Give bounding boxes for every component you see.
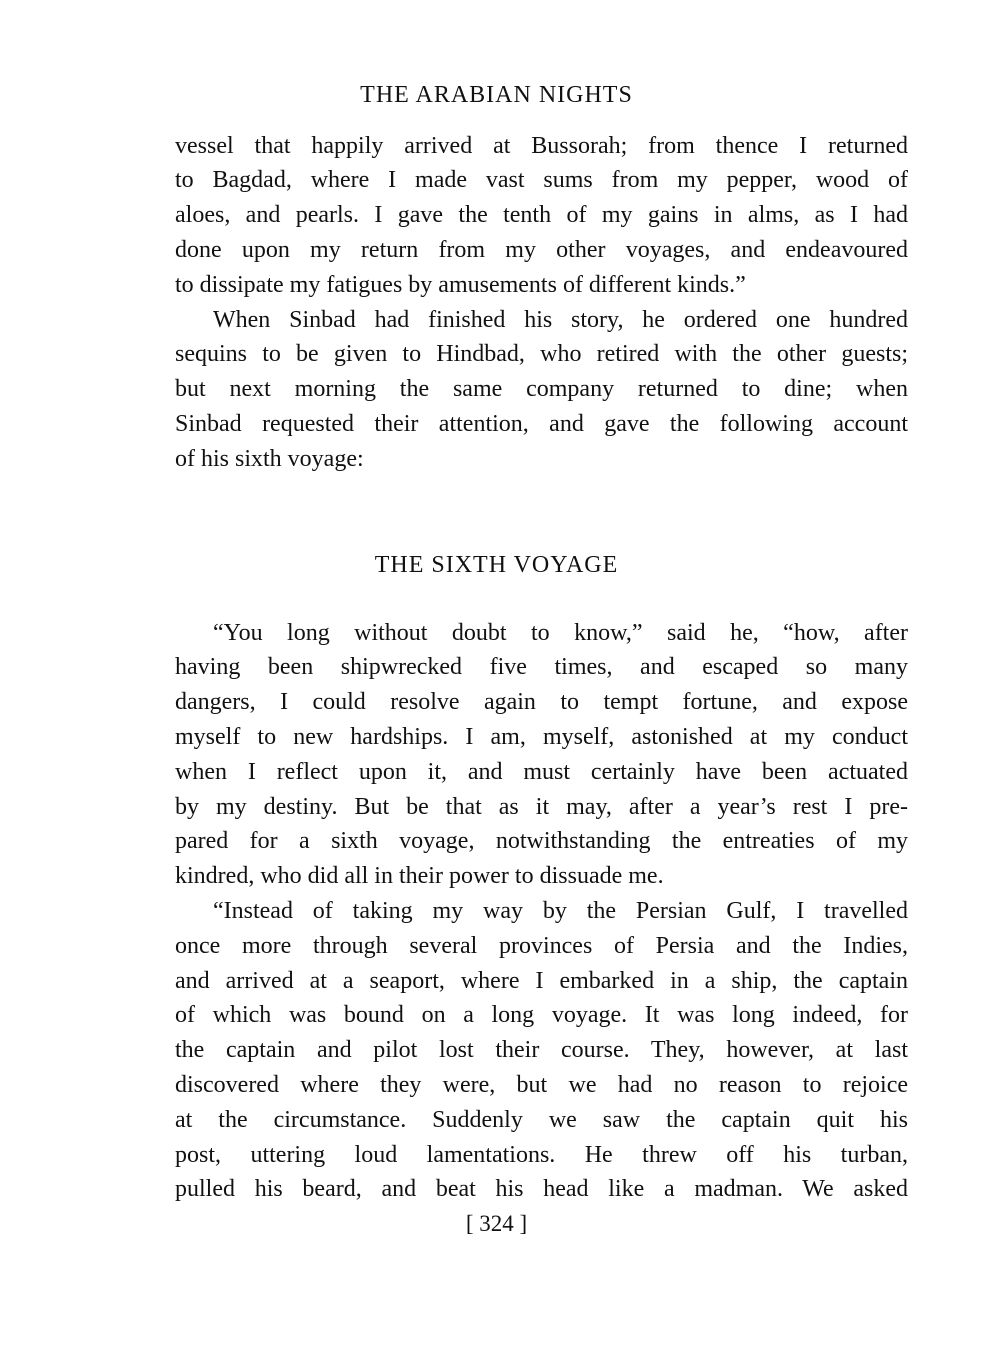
text-block-intro xyxy=(175,129,908,477)
text-line: vessel that happily arrived at Bussorah; from thence I returned xyxy=(175,132,908,159)
text-line: of his sixth voyage: xyxy=(175,445,364,472)
text-line: once more through several provinces of Persia and the Indies, xyxy=(175,932,908,959)
running-header: THE ARABIAN NIGHTS xyxy=(360,82,633,108)
text-line: Sinbad requested their attention, and gave the following account xyxy=(175,410,908,437)
text-line: discovered where they were, but we had no reason to rejoice xyxy=(175,1071,908,1098)
text-block-sixth-voyage xyxy=(175,616,908,1208)
text-line: by my destiny. But be that as it may, after a year’s rest I pre- xyxy=(175,793,908,820)
text-line: done upon my return from my other voyages, and endeavoured xyxy=(175,236,908,263)
text-line: “You long without doubt to know,” said he, “how, after xyxy=(213,619,908,646)
text-line: sequins to be given to Hindbad, who retired with the other guests; xyxy=(175,341,908,368)
text-line: “Instead of taking my way by the Persian Gulf, I travelled xyxy=(213,897,908,924)
section-heading: THE SIXTH VOYAGE xyxy=(374,552,619,578)
text-line: of which was bound on a long voyage. It was long indeed, for xyxy=(175,1002,908,1029)
text-line: kindred, who did all in their power to dissuade me. xyxy=(175,863,664,890)
text-line: to Bagdad, where I made vast sums from my pepper, wood of xyxy=(175,167,908,194)
text-line: when I reflect upon it, and must certainly have been actuated xyxy=(175,758,908,785)
text-line: to dissipate my fatigues by amusements of different kinds.” xyxy=(175,271,746,298)
text-line: When Sinbad had finished his story, he ordered one hundred xyxy=(213,306,908,333)
text-line: and arrived at a seaport, where I embarked in a ship, the captain xyxy=(175,967,908,994)
text-line: the captain and pilot lost their course. They, however, at last xyxy=(175,1037,908,1064)
text-line: but next morning the same company returned to dine; when xyxy=(175,376,908,403)
text-line: pared for a sixth voyage, notwithstanding the entreaties of my xyxy=(175,828,908,855)
text-line: at the circumstance. Suddenly we saw the captain quit his xyxy=(175,1106,908,1133)
text-line: myself to new hardships. I am, myself, astonished at my conduct xyxy=(175,723,908,750)
text-line: aloes, and pearls. I gave the tenth of my gains in alms, as I had xyxy=(175,202,908,229)
text-line: post, uttering loud lamentations. He threw off his turban, xyxy=(175,1141,908,1168)
text-line: pulled his beard, and beat his head like a madman. We asked xyxy=(175,1176,908,1203)
page-number: [ 324 ] xyxy=(465,1211,528,1236)
text-line: dangers, I could resolve again to tempt fortune, and expose xyxy=(175,689,908,716)
text-line: having been shipwrecked five times, and escaped so many xyxy=(175,654,908,681)
